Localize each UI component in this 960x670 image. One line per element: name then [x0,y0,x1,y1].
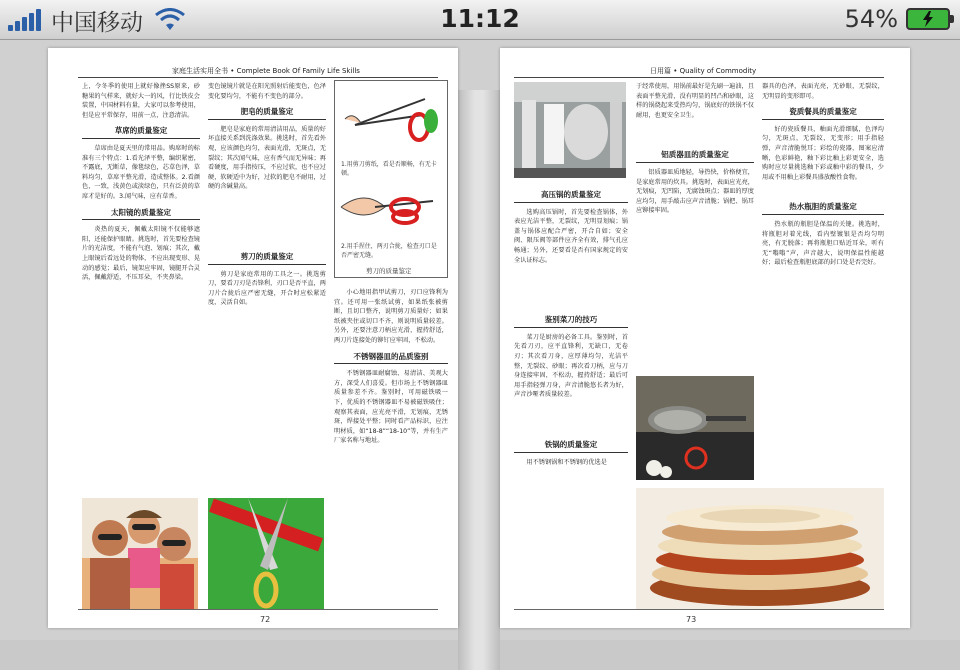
section-heading: 太阳镜的质量鉴定 [82,208,200,221]
figure-caption: 剪刀的质量鉴定 [366,267,412,275]
footer-rule [78,609,438,610]
family-sunglasses-photo [82,498,198,610]
footer-rule [514,609,884,610]
scissors-illustration-1 [335,85,447,155]
stacked-plates-photo [636,488,884,610]
text-column-1 [514,184,628,610]
section-heading: 鉴别菜刀的技巧 [514,315,628,328]
paragraph: 剪刀是家庭常用的工具之一。挑选剪刀，要看刀刃是否锋利，刃口是否平直，两刀片合拢后应严密无缝，开合时应松紧适度，灵活自如。 [208,270,326,307]
status-right [845,5,950,33]
section-heading: 剪刀的质量鉴定 [208,252,326,265]
text-column-2 [208,82,326,492]
text-column-3 [762,82,884,482]
scissors-illustration-2 [335,177,447,237]
section-heading: 不锈钢器皿的品质鉴别 [334,352,448,365]
text-column-1 [82,82,200,490]
paragraph: 小心地用指甲试剪刀，刃口应锋利为宜。还可用一张纸试剪，如果纸张被剪断，且切口整齐，说明剪刀质量好；如果纸被夹住或切口不齐，则说明质量较差。另外，还要注意刀柄应光滑，握持舒适，两刀片连接处的铆钉应牢固，不松动。 [334,289,448,344]
paragraph: 铝质器皿质地轻，导热快，价格便宜，是家庭常用的炊具。挑选时，表面应光亮，无划痕，无凹陷，无腐蚀斑点；器皿的厚度应均匀，用手敲击应声音清脆；锅把、锅耳应铆接牢固。 [636,168,754,215]
paragraph: 好的瓷质餐具，釉面光滑细腻，色泽均匀，无斑点，无裂纹，无变形；用手指轻弹，声音清脆悦耳；彩绘的瓷器，图案应清晰，色彩鲜艳，釉下彩比釉上彩更安全，选购时应尽量挑选釉下彩或釉中彩的餐具，少用或不用釉上彩餐具盛放酸性食物。 [762,125,884,181]
battery-percent: 54% [844,5,898,33]
scissors-figure [334,80,448,278]
paragraph: 器具的色泽，表面光亮，无砂眼，无裂纹，无明显的变形即可。 [762,83,884,100]
book-reader-view[interactable] [0,40,960,640]
book-spine [458,90,500,670]
paragraph: 菜刀是厨房的必备工具。鉴别时，首先看刀刃，应平直锋利，无缺口，无卷刃；其次看刀身，应厚薄均匀，光洁平整，无裂纹、砂眼；再次看刀柄，应与刀身连接牢固，不松动，握持舒适；最后可用手指轻弹刀身，声音清脆悠长者为好，声音沙哑者质量较差。 [514,333,628,399]
text-column-3 [334,288,448,610]
section-heading: 肥皂的质量鉴定 [208,107,326,120]
scissors-ribbon-photo [208,498,324,610]
page-header: 日用篇 • Quality of Commodity [650,67,757,75]
figure-note-2: 2.用手捏住，两刃合拢，检查刃口是否严密无缝。 [341,243,437,259]
paragraph: 用不锈钢锅和不锈钢的优选是 [526,458,607,466]
paragraph: 热水瓶的瓶胆是保温的关键。挑选时，将瓶胆对着光线，看内壁镀银是否均匀明亮，有无脱落；再将瓶胆口贴近耳朵，听有无“嗡嗡”声，声音越大，说明保温性能越好；最后检查瓶胆底部的封口处是否完好。 [762,220,884,267]
hanging-pots-photo [514,82,626,178]
paragraph: 草席由是夏天里的常用品。购席时的标准有三个特点：1.看光泽平整，编织紧密，不露底，无断草，像毯绿色，芯草色泽，草料均匀，草席平整光滑，造成整体。2.看颜色，一致，浅黄色或淡绿色，只有泛黄的草席才是好的。3.闻气味，应有草香。 [82,144,200,200]
paragraph: 肥皂是家庭的常用清洁用品，质量的好坏直接关系到洗涤效果。挑选时，首先看外观，应该颜色均匀，表面光滑，无斑点，无裂纹；其次闻气味，应有香气而无异味；再看硬度，用手指按压，不应过软，也不应过硬，软硬适中为好，过软的肥皂不耐用，过硬的含碱量高。 [208,125,326,191]
frying-pan-photo [636,376,754,480]
page-header: 家庭生活实用全书 • Complete Book Of Family Life Skills [172,67,360,75]
section-heading: 铁锅的质量鉴定 [514,440,628,453]
section-heading: 高压锅的质量鉴定 [514,190,628,203]
page-number: 72 [260,615,271,624]
section-heading: 铝质器皿的质量鉴定 [636,150,754,163]
status-bar [0,0,960,40]
section-heading: 热水瓶胆的质量鉴定 [762,202,884,215]
status-time: 11:12 [440,4,520,33]
section-heading: 瓷质餐具的质量鉴定 [762,107,884,120]
header-rule [514,77,884,78]
paragraph: 于经常使用，用锅前最好是先刷一遍油，且表面平整光滑，没有明显的凹凸和砂眼，这样的锅烧起来受热均匀，锅底好的铁锅不仅耐用，也更安全卫生。 [636,83,754,119]
text-column-2 [636,82,754,372]
paragraph: 炎热的夏天，佩戴太阳镜不仅能够遮阳，还能保护眼睛。挑选时，首先要检查镜片的光洁度，不能有气泡、划痕；其次，戴上眼镜后看远处的物体，不应出现变形、晃动的感觉；最后，镜架应牢固，镜腿开合灵活，佩戴舒适，不压耳朵，不夹鼻梁。 [82,226,200,282]
paragraph: 变色镜镜片就是在阳光照射后能变色，色泽变化要均匀，不能有不变色的部分。 [208,83,326,100]
section-heading: 草席的质量鉴定 [82,126,200,139]
figure-note-1: 1.用剪刀剪纸，看是否顺畅，有无卡顿。 [341,161,437,177]
paragraph: 选购高压锅时，首先要检查锅体，外表应光洁平整，无裂纹，无明显划痕；锅盖与锅体应配合严密，开合自如；安全阀、限压阀等部件应齐全有效，排气孔应畅通；另外，还要看是否有国家规定的安全认证标志。 [514,208,628,264]
header-rule [78,77,438,78]
page-number: 73 [686,615,697,624]
paragraph: 上，令冬季的使用上就好像挫SS原来，砂糖果的气样来，就好大一的风，行比铁皮会装置，中国材料有量，大家可以参考使用，但是应平常保存，用前一点，注意清洁。 [82,83,200,119]
left-page[interactable] [48,48,458,628]
right-page[interactable] [500,48,910,628]
paragraph: 不锈钢器皿耐腐蚀、易清洁、美观大方，深受人们喜爱。但市场上不锈钢器皿质量参差不齐。鉴别时，可用磁铁吸一下，优质的不锈钢器皿不易被磁铁吸住；观察其表面，应光亮平滑，无划痕，无锈斑，焊接处平整；同时看产品标识，应注明材质，如“18-8”“18-10”等，并有生产厂家名称与地址。 [334,370,448,445]
battery-charging-icon [906,8,950,30]
carrier-name: 中国移动 [51,9,143,36]
